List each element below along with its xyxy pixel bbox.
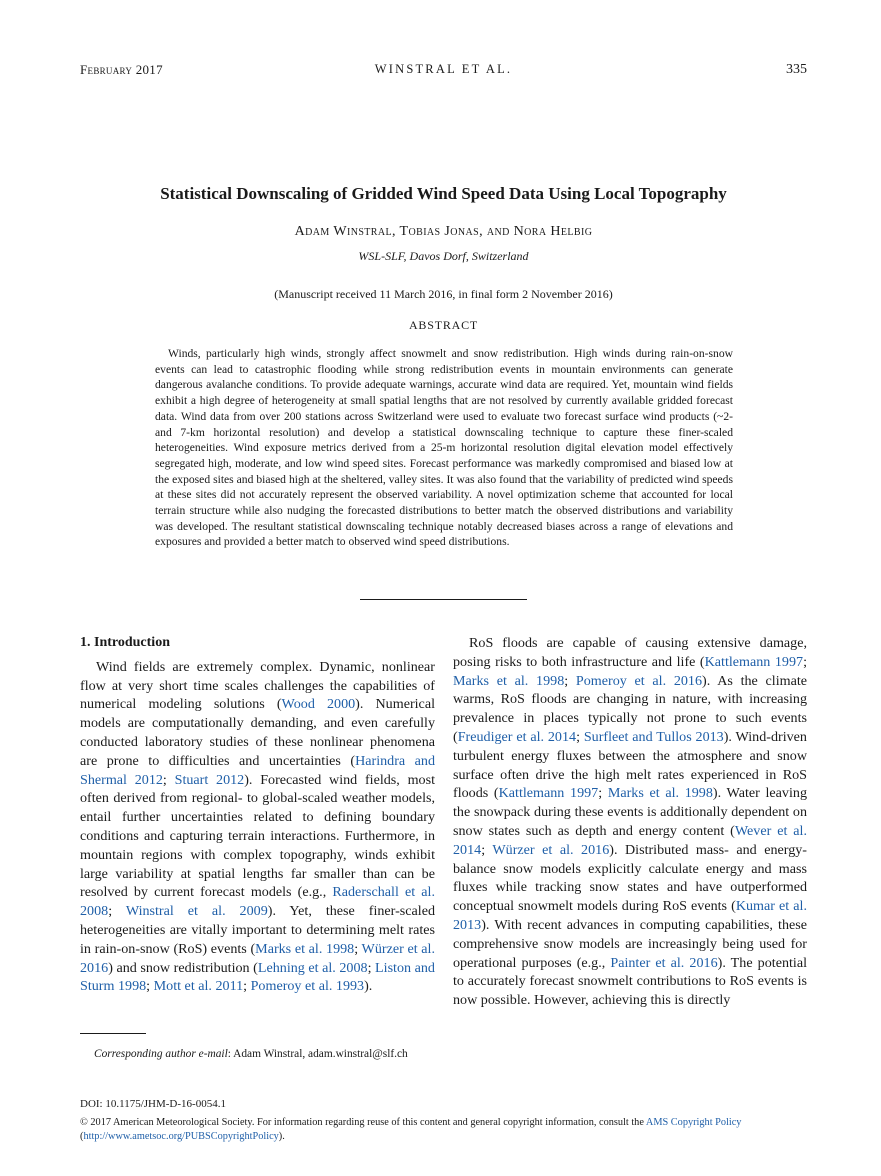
citation-link[interactable]: Würzer et al. 2016 [80, 940, 435, 976]
abstract-text: Winds, particularly high winds, strongly affect snowmelt and snow redistribution. High winds during rain-on-snow events can lead to catastrophic flooding while strong redistribution events in mountain environments can generate dangerous avalanche conditions. To provide adequate warnings, accurate wind data are required. Yet, mountain wind fields exhibit a high degree of heterogeneity at small spatial lengths that are not resolved by currently available gridded forecast data. Wind data from over 200 stations across Switzerland were used to evaluate two forecast surface wind products (~2- and 7-km horizontal resolution) and develop a statistical downscaling technique to capture these finer-scaled heterogeneities. Wind exposure metrics derived from a 25-m horizontal resolution digital elevation model effectively segregated high, moderate, and low wind speed sites. Forecast performance was markedly compromised and biased low at the exposed sites and biased high at the sheltered, valley sites. It was also found that the variability of predicted wind speeds at these sites did not accurately represent the observed variability. A novel optimization scheme that accounted for local terrain structure while also nudging the forecasted distributions to better match the observed distributions and variability was developed. The resultant statistical downscaling technique notably decreased biases across a range of elevations and exposures and provided a better match to observed wind speed distributions. [155, 347, 733, 549]
doi: DOI: 10.1175/JHM-D-16-0054.1 [80, 1098, 226, 1110]
running-head-date: February 2017 [80, 62, 163, 77]
copyright-text: © 2017 American Meteorological Society. For information regarding reuse of this content and general copyright information, consult the [80, 1117, 646, 1128]
author-list: Adam Winstral, Tobias Jonas, and Nora Helbig [294, 224, 593, 239]
citation-link[interactable]: Painter et al. 2016 [610, 954, 718, 971]
citation-link[interactable]: Pomeroy et al. 1993 [250, 978, 365, 995]
citation-link[interactable]: Pomeroy et al. 2016 [575, 672, 703, 689]
citation-link[interactable]: Kattlemann 1997 [704, 653, 804, 670]
citation-link[interactable]: Marks et al. 1998 [453, 672, 565, 689]
copyright-url-link[interactable]: http://www.ametsoc.org/PUBSCopyrightPolicy [83, 1131, 279, 1142]
citation-link[interactable]: Raderschall et al. 2008 [80, 884, 435, 920]
corresponding-author-footnote [80, 1046, 435, 1062]
citation-link[interactable]: Würzer et al. 2016 [492, 841, 610, 858]
left-column [80, 634, 435, 996]
footnote-divider [80, 1033, 146, 1034]
citation-link[interactable]: Winstral et al. 2009 [125, 903, 268, 920]
intro-paragraph-1: Wind fields are extremely complex. Dynamic, nonlinear flow at very short time scales challenges the capabilities of numerical modeling solutions (Wood 2000). Numerical models are computationally demanding, and even carefully conducted laboratory studies of these nonlinear phenomena are prone to difficulties and uncertainties (Harindra and Shermal 2012; Stuart 2012). Forecasted wind fields, most often derived from regional- to global-scaled weather models, entail further uncertainties related to defining boundary conditions and capturing terrain interactions. Furthermore, in mountain regions with complex topography, winds exhibit large variability at spatial lengths far smaller than can be resolved by current forecast models (e.g., Raderschall et al. 2008; Winstral et al. 2009). Yet, these finer-scaled heterogeneities are vitally important to determining melt rates in rain-on-snow (RoS) events (Marks et al. 1998; Würzer et al. 2016) and snow redistribution (Lehning et al. 2008; Liston and Sturm 1998; Mott et al. 2011; Pomeroy et al. 1993). [80, 658, 435, 995]
citation-link[interactable]: Stuart 2012 [174, 771, 245, 788]
citation-link[interactable]: Marks et al. 1998 [607, 785, 713, 802]
citation-link[interactable]: Wood 2000 [281, 696, 356, 713]
citation-link[interactable]: Kattlemann 1997 [498, 785, 599, 802]
citation-link[interactable]: Harindra and Shermal 2012 [80, 752, 435, 788]
citation-link[interactable]: Lehning et al. 2008 [257, 959, 368, 976]
running-head-authors: WINSTRAL ET AL. [374, 62, 513, 76]
citation-link[interactable]: Kumar et al. 2013 [453, 898, 807, 933]
citation-link[interactable]: Marks et al. 1998 [255, 940, 355, 957]
citation-link[interactable]: Mott et al. 2011 [153, 978, 244, 995]
abstract-divider [360, 599, 527, 600]
citation-link[interactable]: Liston and Sturm 1998 [80, 959, 435, 995]
footnote-text: : Adam Winstral, adam.winstral@slf.ch [227, 1048, 408, 1060]
manuscript-dates: (Manuscript received 11 March 2016, in final form 2 November 2016) [274, 287, 613, 301]
footnote-label: Corresponding author e-mail [94, 1048, 228, 1060]
page-number: 335 [786, 62, 807, 77]
paper-title: Statistical Downscaling of Gridded Wind Speed Data Using Local Topography [160, 184, 727, 203]
abstract-heading: ABSTRACT [408, 318, 479, 332]
running-head [80, 62, 807, 80]
intro-paragraph-2: RoS floods are capable of causing extensive damage, posing risks to both infrastructure and life (Kattlemann 1997; Marks et al. 1998; Pomeroy et al. 2016). As the climate warms, RoS floods are changing in nature, with increasing prevalence in places typically not prone to such events (Freudiger et al. 2014; Surfleet and Tullos 2013). Wind-driven turbulent energy fluxes between the atmosphere and snow surface often drive the high melt rates experienced in RoS floods (Kattlemann 1997; Marks et al. 1998). Water leaving the snowpack during these events is additionally dependent on snow states such as depth and energy content (Wever et al. 2014; Würzer et al. 2016). Distributed mass- and energy-balance snow models explicitly calculate energy and mass fluxes while tracking snow states and have outperformed conceptual snowmelt models during RoS events (Kumar et al. 2013). With recent advances in computing capabilities, these comprehensive snow models are increasingly being used for operational purposes (e.g., Painter et al. 2016). The potential to accurately forecast snowmelt contributions to RoS events is now possible. However, achieving this is directly [453, 635, 808, 1009]
citation-link[interactable]: Freudiger et al. 2014 [457, 728, 577, 745]
citation-link[interactable]: Wever et al. 2014 [453, 822, 807, 858]
copyright-policy-link[interactable]: AMS Copyright Policy [645, 1117, 742, 1128]
right-column [453, 634, 807, 1010]
citation-link[interactable]: Surfleet and Tullos 2013 [583, 728, 724, 745]
section-heading: 1. Introduction [80, 635, 170, 650]
affiliation: WSL-SLF, Davos Dorf, Switzerland [358, 249, 529, 263]
copyright-notice: © 2017 American Meteorological Society. For information regarding reuse of this content and general copyright information, consult the AMS Copyright Policy (http://www.ametsoc.org/PUBSCopyrightPolicy). [80, 1117, 742, 1142]
